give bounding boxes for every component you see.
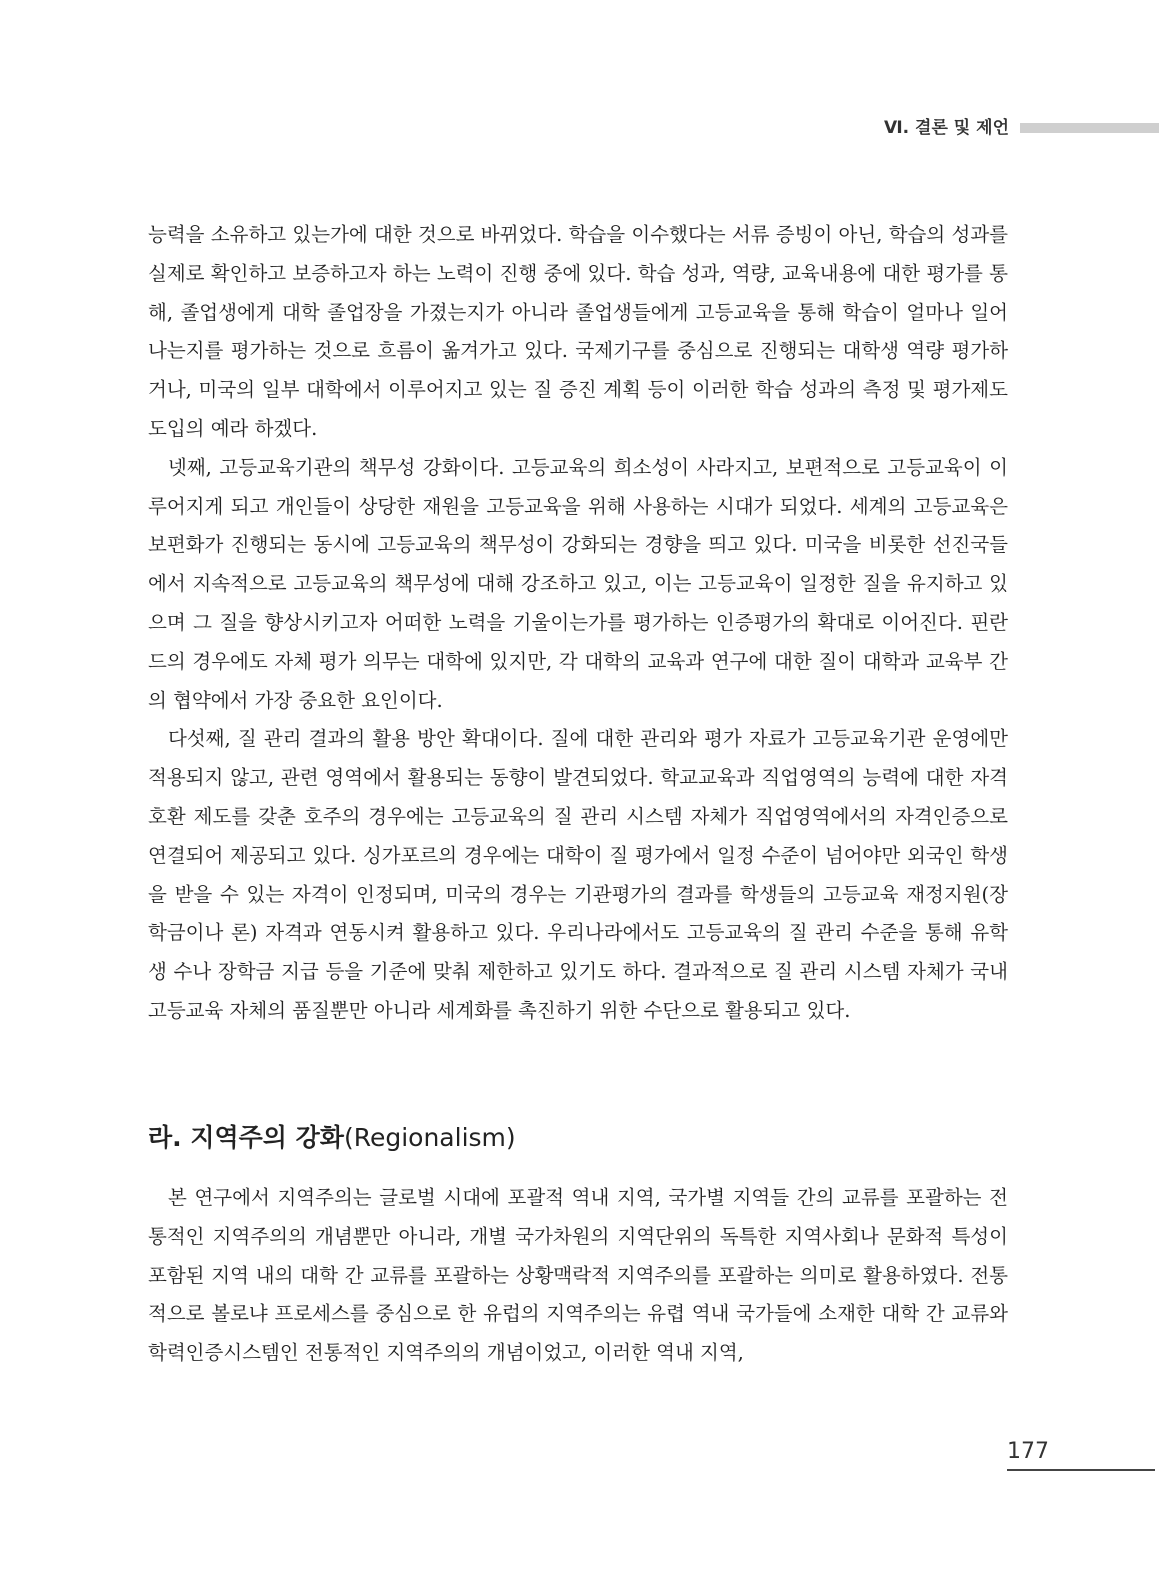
- header-bar: [1020, 123, 1159, 133]
- section-heading: [148, 1118, 516, 1154]
- paragraph-fourth: 넷째, 고등교육기관의 책무성 강화이다. 고등교육의 희소성이 사라지고, 보편적으로 고등교육이 이루어지게 되고 개인들이 상당한 재원을 고등교육을 위해 사용하는 시대가 되었다. 세계의 고등교육은 보편화가 진행되는 동시에 고등교육의 책무성이 강화되는 경향을 띄고 있다. 미국을 비롯한 선진국들에서 지속적으로 고등교육의 책무성에 대해 강조하고 있고, 이는 고등교육이 일정한 질을 유지하고 있으며 그 질을 향상시키고자 어떠한 노력을 기울이는가를 평가하는 인증평가의 확대로 이어진다. 핀란드의 경우에도 자체 평가 의무는 대학에 있지만, 각 대학의 교육과 연구에 대한 질이 대학과 교육부 간의 협약에서 가장 중요한 요인이다.: [148, 455, 1008, 712]
- section-text-block: [148, 1179, 1008, 1373]
- page-number: 177: [1007, 1439, 1049, 1464]
- intro-paragraph: 능력을 소유하고 있는가에 대한 것으로 바뀌었다. 학습을 이수했다는 서류 증빙이 아닌, 학습의 성과를 실제로 확인하고 보증하고자 하는 노력이 진행 중에 있다. 학습 성과, 역량, 교육내용에 대한 평가를 통해, 졸업생에게 대학 졸업장을 가졌는지가 아니라 졸업생들에게 고등교육을 통해 학습이 얼마나 일어나는지를 평가하는 것으로 흐름이 옮겨가고 있다. 국제기구를 중심으로 진행되는 대학생 역량 평가하거나, 미국의 일부 대학에서 이루어지고 있는 질 증진 계획 등이 이러한 학습 성과의 측정 및 평가제도 도입의 예라 하겠다.: [148, 223, 1008, 440]
- section-heading-english: (Regionalism): [343, 1123, 516, 1152]
- chapter-title: Ⅵ. 결론 및 제언: [883, 118, 1009, 138]
- paragraph-fifth: 다섯째, 질 관리 결과의 활용 방안 확대이다. 질에 대한 관리와 평가 자료가 고등교육기관 운영에만 적용되지 않고, 관련 영역에서 활용되는 동향이 발견되었다. 학교교육과 직업영역의 능력에 대한 자격호환 제도를 갖춘 호주의 경우에는 고등교육의 질 관리 시스템 자체가 직업영역에서의 자격인증으로 연결되어 제공되고 있다. 싱가포르의 경우에는 대학이 질 평가에서 일정 수준이 넘어야만 외국인 학생을 받을 수 있는 자격이 인정되며, 미국의 경우는 기관평가의 결과를 학생들의 고등교육 재정지원(장학금이나 론) 자격과 연동시켜 활용하고 있다. 우리나라에서도 고등교육의 질 관리 수준을 통해 유학생 수나 장학금 지급 등을 기준에 맞춰 제한하고 있기도 하다. 결과적으로 질 관리 시스템 자체가 국내 고등교육 자체의 품질뿐만 아니라 세계화를 촉진하기 위한 수단으로 활용되고 있다.: [148, 727, 1008, 1022]
- main-text-block: [148, 216, 1008, 1031]
- page-number-rule: [1007, 1469, 1155, 1471]
- paragraph-regionalism: 본 연구에서 지역주의는 글로벌 시대에 포괄적 역내 지역, 국가별 지역들 간의 교류를 포괄하는 전통적인 지역주의의 개념뿐만 아니라, 개별 국가차원의 지역단위의 독특한 지역사회나 문화적 특성이 포함된 지역 내의 대학 간 교류를 포괄하는 상황맥락적 지역주의를 포괄하는 의미로 활용하였다. 전통적으로 볼로냐 프로세스를 중심으로 한 유럽의 지역주의는 유렵 역내 국가들에 소재한 대학 간 교류와 학력인증시스템인 전통적인 지역주의의 개념이었고, 이러한 역내 지역,: [148, 1186, 1008, 1365]
- running-header: [0, 116, 1159, 140]
- section-heading-korean: 라. 지역주의 강화: [148, 1123, 344, 1152]
